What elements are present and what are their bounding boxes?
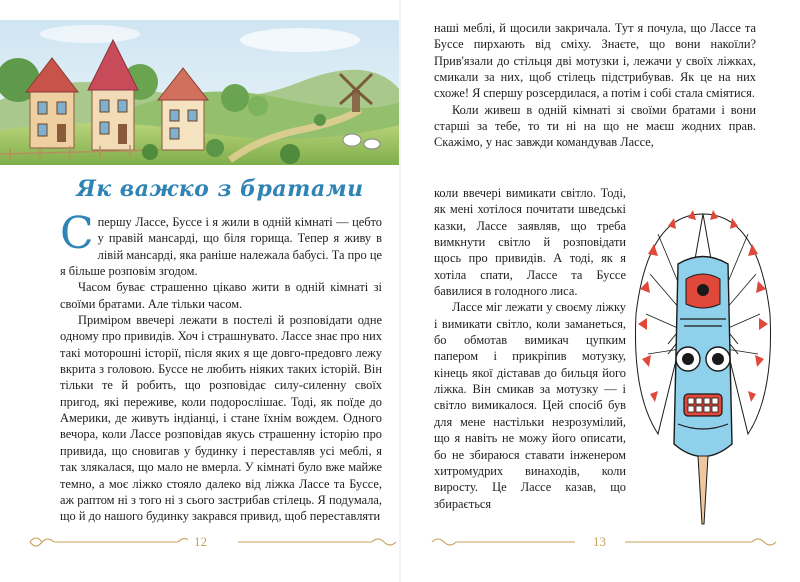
village-illustration [0,20,400,165]
chapter-title: Як важко з братами [76,176,364,202]
page-number: 12 [194,534,207,549]
paragraph-text: першу Лассе, Буссе і я жили в одній кімнаті — цебто у правій мансарді, що біля горища. Тепер я живу в лівій мансарді, яка раніше належала бабусі. Та про це я більше розповім згодом. [60,215,382,279]
right-page-text-top [434,20,756,151]
drop-cap: С [60,208,94,259]
paragraph [60,208,382,279]
paragraph: Часом буває страшенно цікаво жити в одній кімнаті зі своїми братами. Але тільки часом. [60,280,382,311]
paragraph: Коли живеш в одній кімнаті зі своїми братами і вони старші за тебе, то ти ні на що не маєш жодних прав. Скажімо, у нас завжди командував Лассе, [434,102,756,150]
left-page-text [60,208,382,525]
paragraph: наші меблі, й щосили закричала. Тут я почула, що Лассе та Буссе пирхають від сміху. Знаєте, що вони накоїли? Прив'язали до стільця дві мотузки і, лежачи у своїх ліжках, смикали за них, щоб стілець підстрибував. Як це на них схоже! Я спершу розсердилася, а потім і собі стала сміятися. [434,21,756,101]
paragraph: коли ввечері вимикати світло. Тоді, як мені хотілося почитати шведські казки, Лассе заявляв, що треба вимкнути світло й розповідати щось про привидів. А тоді, як я хотіла спати, Лассе та Буссе бавилися в голодного лиса. [434,186,626,299]
paragraph: Приміром ввечері лежати в постелі й розповідати одне одному про привидів. Хоч і страшнувато. Лассе знає про них такі моторошні історії, після яких я ще довго-предовго лежу вкрита з головою. Буссе не любить ніяких таких історій. Він тільки те й робить, що розповідає силу-силенну своїх пригод, які переживе, коли подорослішає. Тоді, як поїде до Америки, де живуть індіанці, і стане їхнім вождем. Одного вечора, коли Лассе розповідав якусь страшенну історію про привида, що сновигав у будинку і переставляв усі меблі, я так злякалася, що мало не вмерла. У кімнаті було вже майже темно, а моє ліжко стояло далеко від ліжка Лассе та Буссе, аж раптом ні з того ні з сього застрибав стілець. Я подумала, що й до нашого будинку закрався привид, щоб переставляти [60,313,382,524]
footer-ornament [28,532,398,552]
page-number: 13 [593,534,606,549]
mask-illustration [628,194,778,529]
right-page-text-narrow [434,185,626,512]
paragraph: Лассе міг лежати у своєму ліжку і вимикати світло, коли заманеться, бо обмотав вимикач цупким папером і прикріпив мотузку, кінець якої діставав до бильця його ліжка. Він смикав за мотузку — і світло вимикалося. Цей спосіб був для мене настільки незрозумілий, що я навіть не можу його описати, бо не збираюся ставати інженером хитромудрих винаходів, коли виросту. Це Лассе казав, що збирається [434,300,626,511]
